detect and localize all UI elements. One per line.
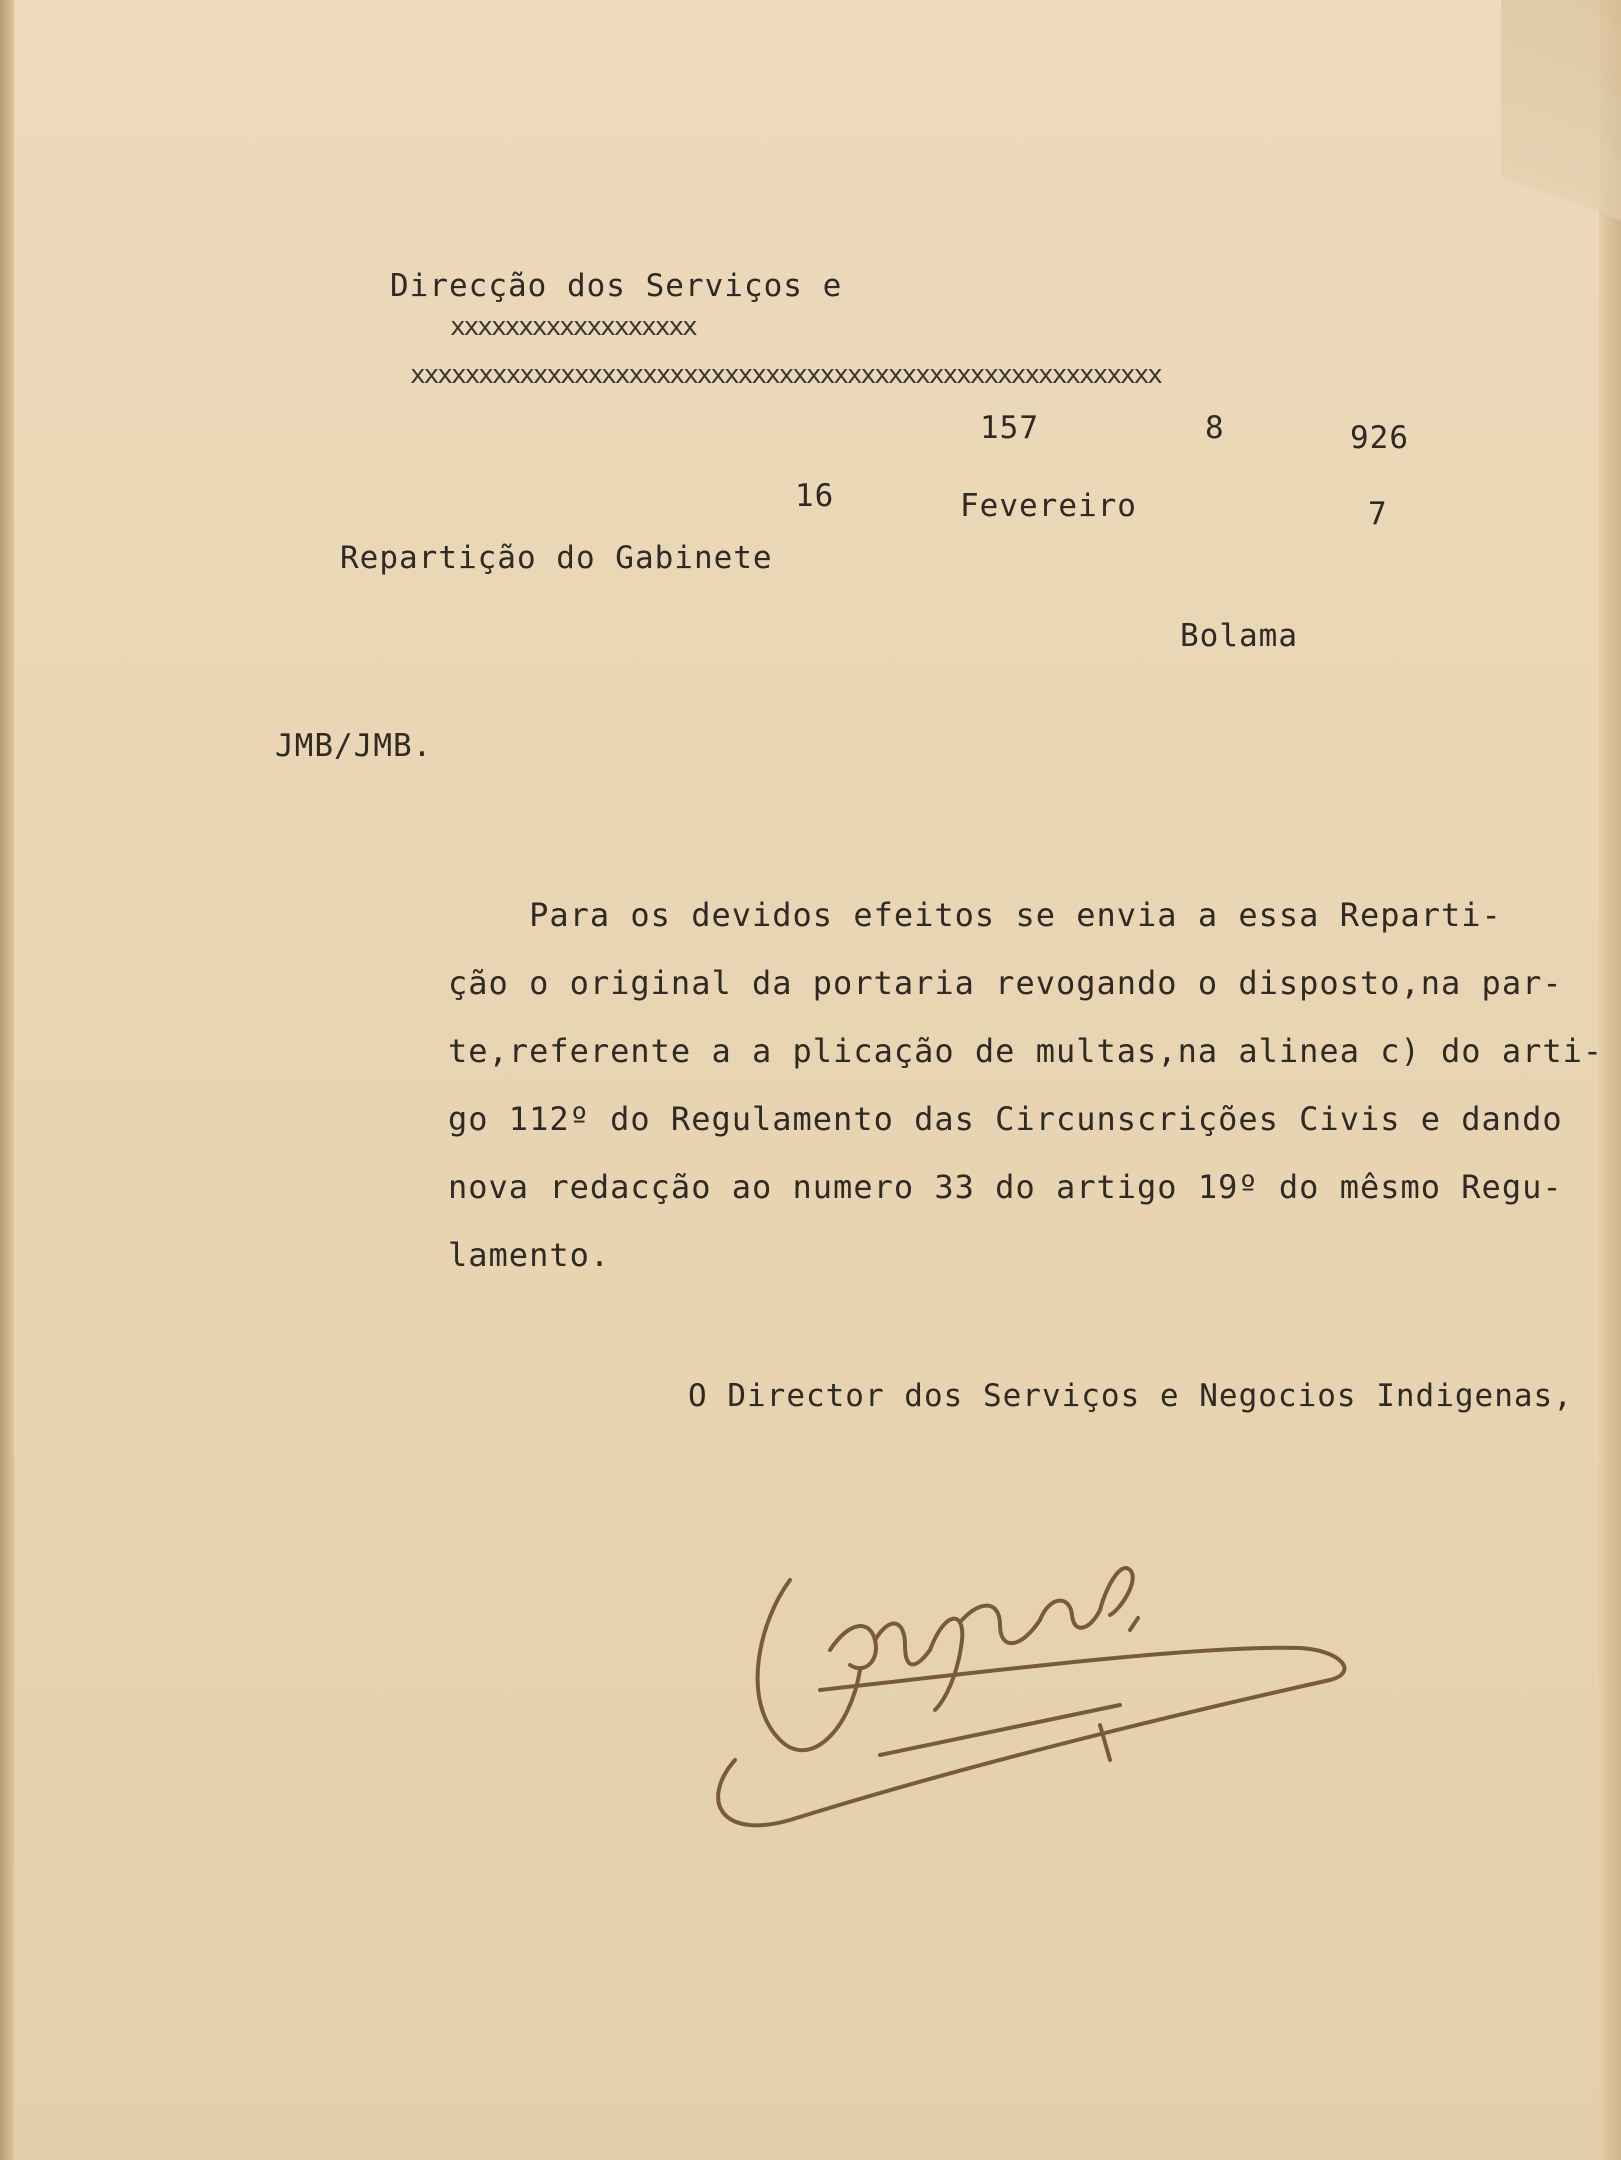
body-line: te,referente a a plicação de multas,na alinea c) do arti- xyxy=(448,1032,1604,1070)
body-line: go 112º do Regulamento das Circunscrições Civis e dando xyxy=(448,1100,1563,1138)
reference-initials: JMB/JMB. xyxy=(275,728,433,764)
page-right-edge xyxy=(1599,0,1621,2160)
body-line: nova redacção ao numero 33 do artigo 19º do mêsmo Regu- xyxy=(448,1168,1563,1206)
reference-series: 8 xyxy=(1205,410,1225,446)
body-line: Para os devidos efeitos se envia a essa Reparti- xyxy=(448,896,1502,934)
struck-line-2: xxxxxxxxxxxxxxxxxxxxxxxxxxxxxxxxxxxxxxxxxxxxxxxxxxxxxxx xyxy=(410,360,1161,390)
reference-year: 926 xyxy=(1350,420,1409,456)
department-line: Direcção dos Serviços e xyxy=(390,268,843,304)
handwritten-signature-icon xyxy=(700,1500,1400,1840)
date-year-digit: 7 xyxy=(1368,496,1388,532)
addressee-place: Bolama xyxy=(1180,618,1298,654)
page-corner-fold xyxy=(1501,0,1621,320)
struck-line-1: xxxxxxxxxxxxxxxxxx xyxy=(450,312,696,342)
date-month: Fevereiro xyxy=(960,488,1137,524)
reference-number: 157 xyxy=(980,410,1039,446)
body-line: ção o original da portaria revogando o disposto,na par- xyxy=(448,964,1563,1002)
addressee-office: Repartição do Gabinete xyxy=(340,540,773,576)
body-line: lamento. xyxy=(448,1236,611,1274)
closing-line: O Director dos Serviços e Negocios Indigenas, xyxy=(688,1378,1573,1414)
page-left-edge xyxy=(0,0,14,2160)
date-day: 16 xyxy=(795,478,835,514)
